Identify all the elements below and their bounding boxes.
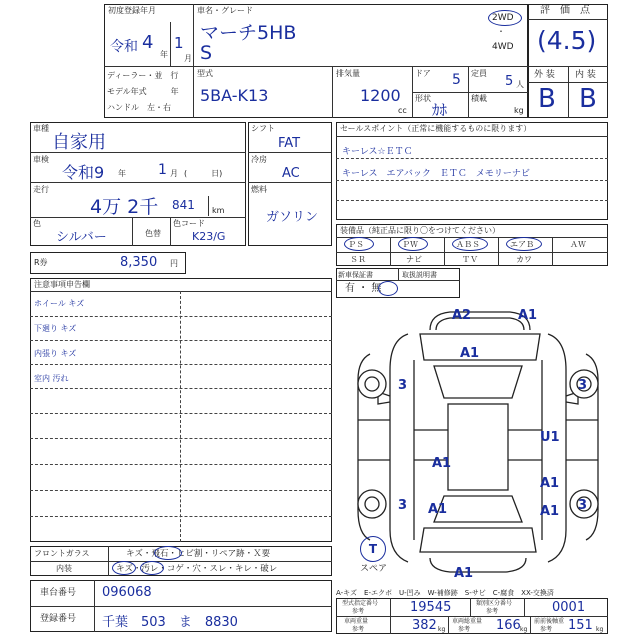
warranty-value: 有 ・ 無	[345, 283, 382, 294]
ref3-label: 車両重量	[344, 618, 369, 625]
fuel-label: 燃料	[251, 185, 267, 194]
equip-sr: ＳＲ	[350, 255, 366, 264]
ref4-sub: 参考	[458, 626, 471, 633]
interior-cond-label: 内装	[56, 564, 72, 573]
damage-left-rear: A1	[428, 502, 448, 517]
usage-label: 車種	[33, 124, 49, 133]
sales-point-2: キーレス エアバック ＥＴＣ メモリーナビ	[342, 169, 530, 179]
mileage-main: 4万 2千	[90, 196, 159, 218]
displacement-label: 排気量	[336, 69, 360, 78]
model-code: 5BA-K13	[200, 86, 269, 105]
equip-leather: カワ	[516, 255, 532, 264]
first-reg-era: 令和	[110, 39, 138, 55]
interior-grade: B	[579, 84, 597, 114]
plate-label: 登録番号	[40, 614, 77, 624]
spare-tire-circle: T	[360, 536, 386, 562]
ac: AC	[282, 166, 300, 181]
damage-rear-bumper: A1	[454, 566, 474, 581]
shape: ｶﾎ	[432, 101, 448, 119]
color: シルバー	[56, 230, 107, 245]
shift: FAT	[278, 136, 301, 151]
note-2: 下廻り キズ	[34, 324, 77, 333]
score: (4.5)	[537, 26, 597, 55]
capacity-label: 定員	[471, 69, 487, 78]
ref3-sub: 参考	[352, 626, 365, 633]
ac-label: 冷房	[251, 155, 267, 164]
header-box	[104, 4, 528, 118]
color-label: 色	[33, 219, 41, 228]
recycle-amount: 8,350	[120, 255, 158, 270]
ref1-sub: 参考	[352, 608, 365, 615]
equip-ps: ＰＳ	[348, 240, 364, 249]
exterior-label: 外 装	[534, 70, 555, 80]
load-unit: kg	[514, 106, 524, 115]
ref2-label: 類別区分番号	[476, 600, 513, 607]
ref5-value: 151	[568, 618, 593, 633]
type-label: 型式	[197, 69, 213, 78]
shaken-month-unit: 月	[170, 169, 178, 178]
damage-wheel-fl: 3	[398, 378, 408, 393]
interior-label: 内 装	[575, 70, 596, 80]
ref1-label: 型式指定番号	[342, 600, 379, 607]
damage-wheel-fr: 3	[578, 378, 588, 393]
drive-dot: ・	[497, 27, 505, 36]
equip-navi: ナビ	[406, 255, 422, 264]
ref3-unit: kg	[438, 626, 446, 633]
color-code-label: 色コード	[173, 219, 205, 228]
equip-airbag: エアＢ	[510, 240, 534, 249]
car-name-label: 車名・グレード	[197, 6, 253, 15]
spare-label: スペア	[360, 564, 388, 574]
mileage-sub: 841	[172, 198, 195, 212]
first-reg-year: 4	[142, 32, 154, 53]
mileage-label: 走行	[33, 185, 49, 194]
sales-point-1: キーレス☆ＥＴＣ	[342, 147, 413, 157]
dealer-label: ディーラー・並 行	[107, 71, 179, 80]
ref4-unit: kg	[520, 626, 528, 633]
doors: 5	[452, 72, 461, 88]
displacement-unit: cc	[398, 106, 407, 115]
first-reg-label: 初度登録年月	[108, 6, 156, 15]
first-reg-month: 1	[174, 34, 184, 52]
manual-label: 取扱説明書	[402, 271, 437, 279]
damage-right-door: U1	[540, 430, 560, 445]
interior-options: キズ・汚レ・コゲ・穴・スレ・キレ・破レ	[116, 564, 278, 574]
damage-front-bumper-left: A2	[452, 308, 472, 323]
first-reg-year-unit: 年	[160, 50, 168, 59]
ref4-label: 車両総重量	[452, 618, 483, 625]
sales-points-title: セールスポイント（正常に機能するものに限ります）	[340, 124, 532, 133]
grade: S	[200, 42, 213, 64]
ref2-value: 0001	[552, 600, 586, 615]
plate-number: 千葉 503 ま 8830	[102, 615, 238, 630]
model-year-label: モデル年式 年	[107, 87, 179, 96]
damage-legend: A-キズ E-エクボ U-凹み W-補修跡 S-サビ C-腐食 XX-交換済	[336, 589, 554, 597]
recycle-box	[30, 252, 186, 274]
car-diagram	[350, 300, 606, 580]
car-name: マーチ5HB	[200, 22, 297, 44]
notes-title: 注意事項申告欄	[34, 280, 90, 289]
capacity: 5	[505, 74, 514, 89]
mileage-unit: km	[212, 206, 225, 215]
equipment-title: 装備品（純正品に限り〇をつけてください）	[340, 226, 500, 235]
equip-abs: ＡＢＳ	[456, 240, 480, 249]
damage-trunk: A1	[540, 504, 560, 519]
damage-right-rear: A1	[540, 476, 560, 491]
ref3-value: 382	[412, 618, 437, 633]
shaken-year-unit: 年	[118, 169, 126, 178]
shape-label: 形状	[415, 94, 431, 103]
damage-front-bumper-right: A1	[518, 308, 538, 323]
color-code: K23/G	[192, 230, 226, 243]
equip-tv: ＴＶ	[462, 255, 478, 264]
usage: 自家用	[52, 132, 106, 153]
handle-label: ハンドル 左・右	[107, 103, 171, 112]
recycle-label: R券	[34, 258, 48, 267]
shaken-day: ( 日)	[184, 169, 223, 178]
note-1: ホイール キズ	[34, 299, 85, 308]
door-label: ドア	[415, 69, 431, 78]
displacement: 1200	[360, 86, 401, 105]
chassis-number: 096068	[102, 585, 152, 600]
chassis-label: 車台番号	[40, 588, 77, 598]
equip-pw: ＰＷ	[402, 240, 418, 249]
capacity-unit: 人	[516, 80, 524, 89]
equip-aw: ＡＷ	[570, 240, 586, 249]
shift-label: シフト	[251, 124, 275, 133]
paint-label: 色替	[145, 229, 161, 238]
load-label: 積載	[471, 94, 487, 103]
ref2-sub: 参考	[486, 608, 499, 615]
damage-hood: A1	[460, 346, 480, 361]
drive-2wd: 2WD	[492, 13, 514, 23]
damage-wheel-rl: 3	[398, 498, 408, 513]
damage-left-door: A1	[432, 456, 452, 471]
exterior-grade: B	[538, 84, 556, 114]
note-4: 室内 汚れ	[34, 374, 69, 383]
notes-box	[30, 278, 332, 542]
warranty-label: 新車保証書	[338, 271, 373, 279]
ref5-label: 前前後軸重	[534, 618, 565, 625]
fuel: ガソリン	[266, 210, 319, 225]
drive-4wd: 4WD	[492, 42, 514, 52]
ref4-value: 166	[496, 618, 521, 633]
shaken-month: 1	[158, 162, 167, 178]
recycle-unit: 円	[170, 259, 178, 268]
shaken-label: 車検	[33, 155, 49, 164]
damage-wheel-rr: 3	[578, 498, 588, 513]
shaken-era: 令和9	[62, 163, 105, 182]
windshield-label: フロントガラス	[34, 549, 90, 558]
first-reg-month-unit: 月	[184, 54, 192, 63]
ref1-value: 19545	[410, 600, 452, 615]
windshield-options: キズ・飛石・ヒビ割・リペア跡・Ｘ要	[126, 549, 271, 559]
note-3: 内張り キズ	[34, 349, 77, 358]
ref5-sub: 参考	[540, 626, 553, 633]
ref5-unit: kg	[596, 626, 604, 633]
score-label: 評 価 点	[540, 5, 590, 16]
